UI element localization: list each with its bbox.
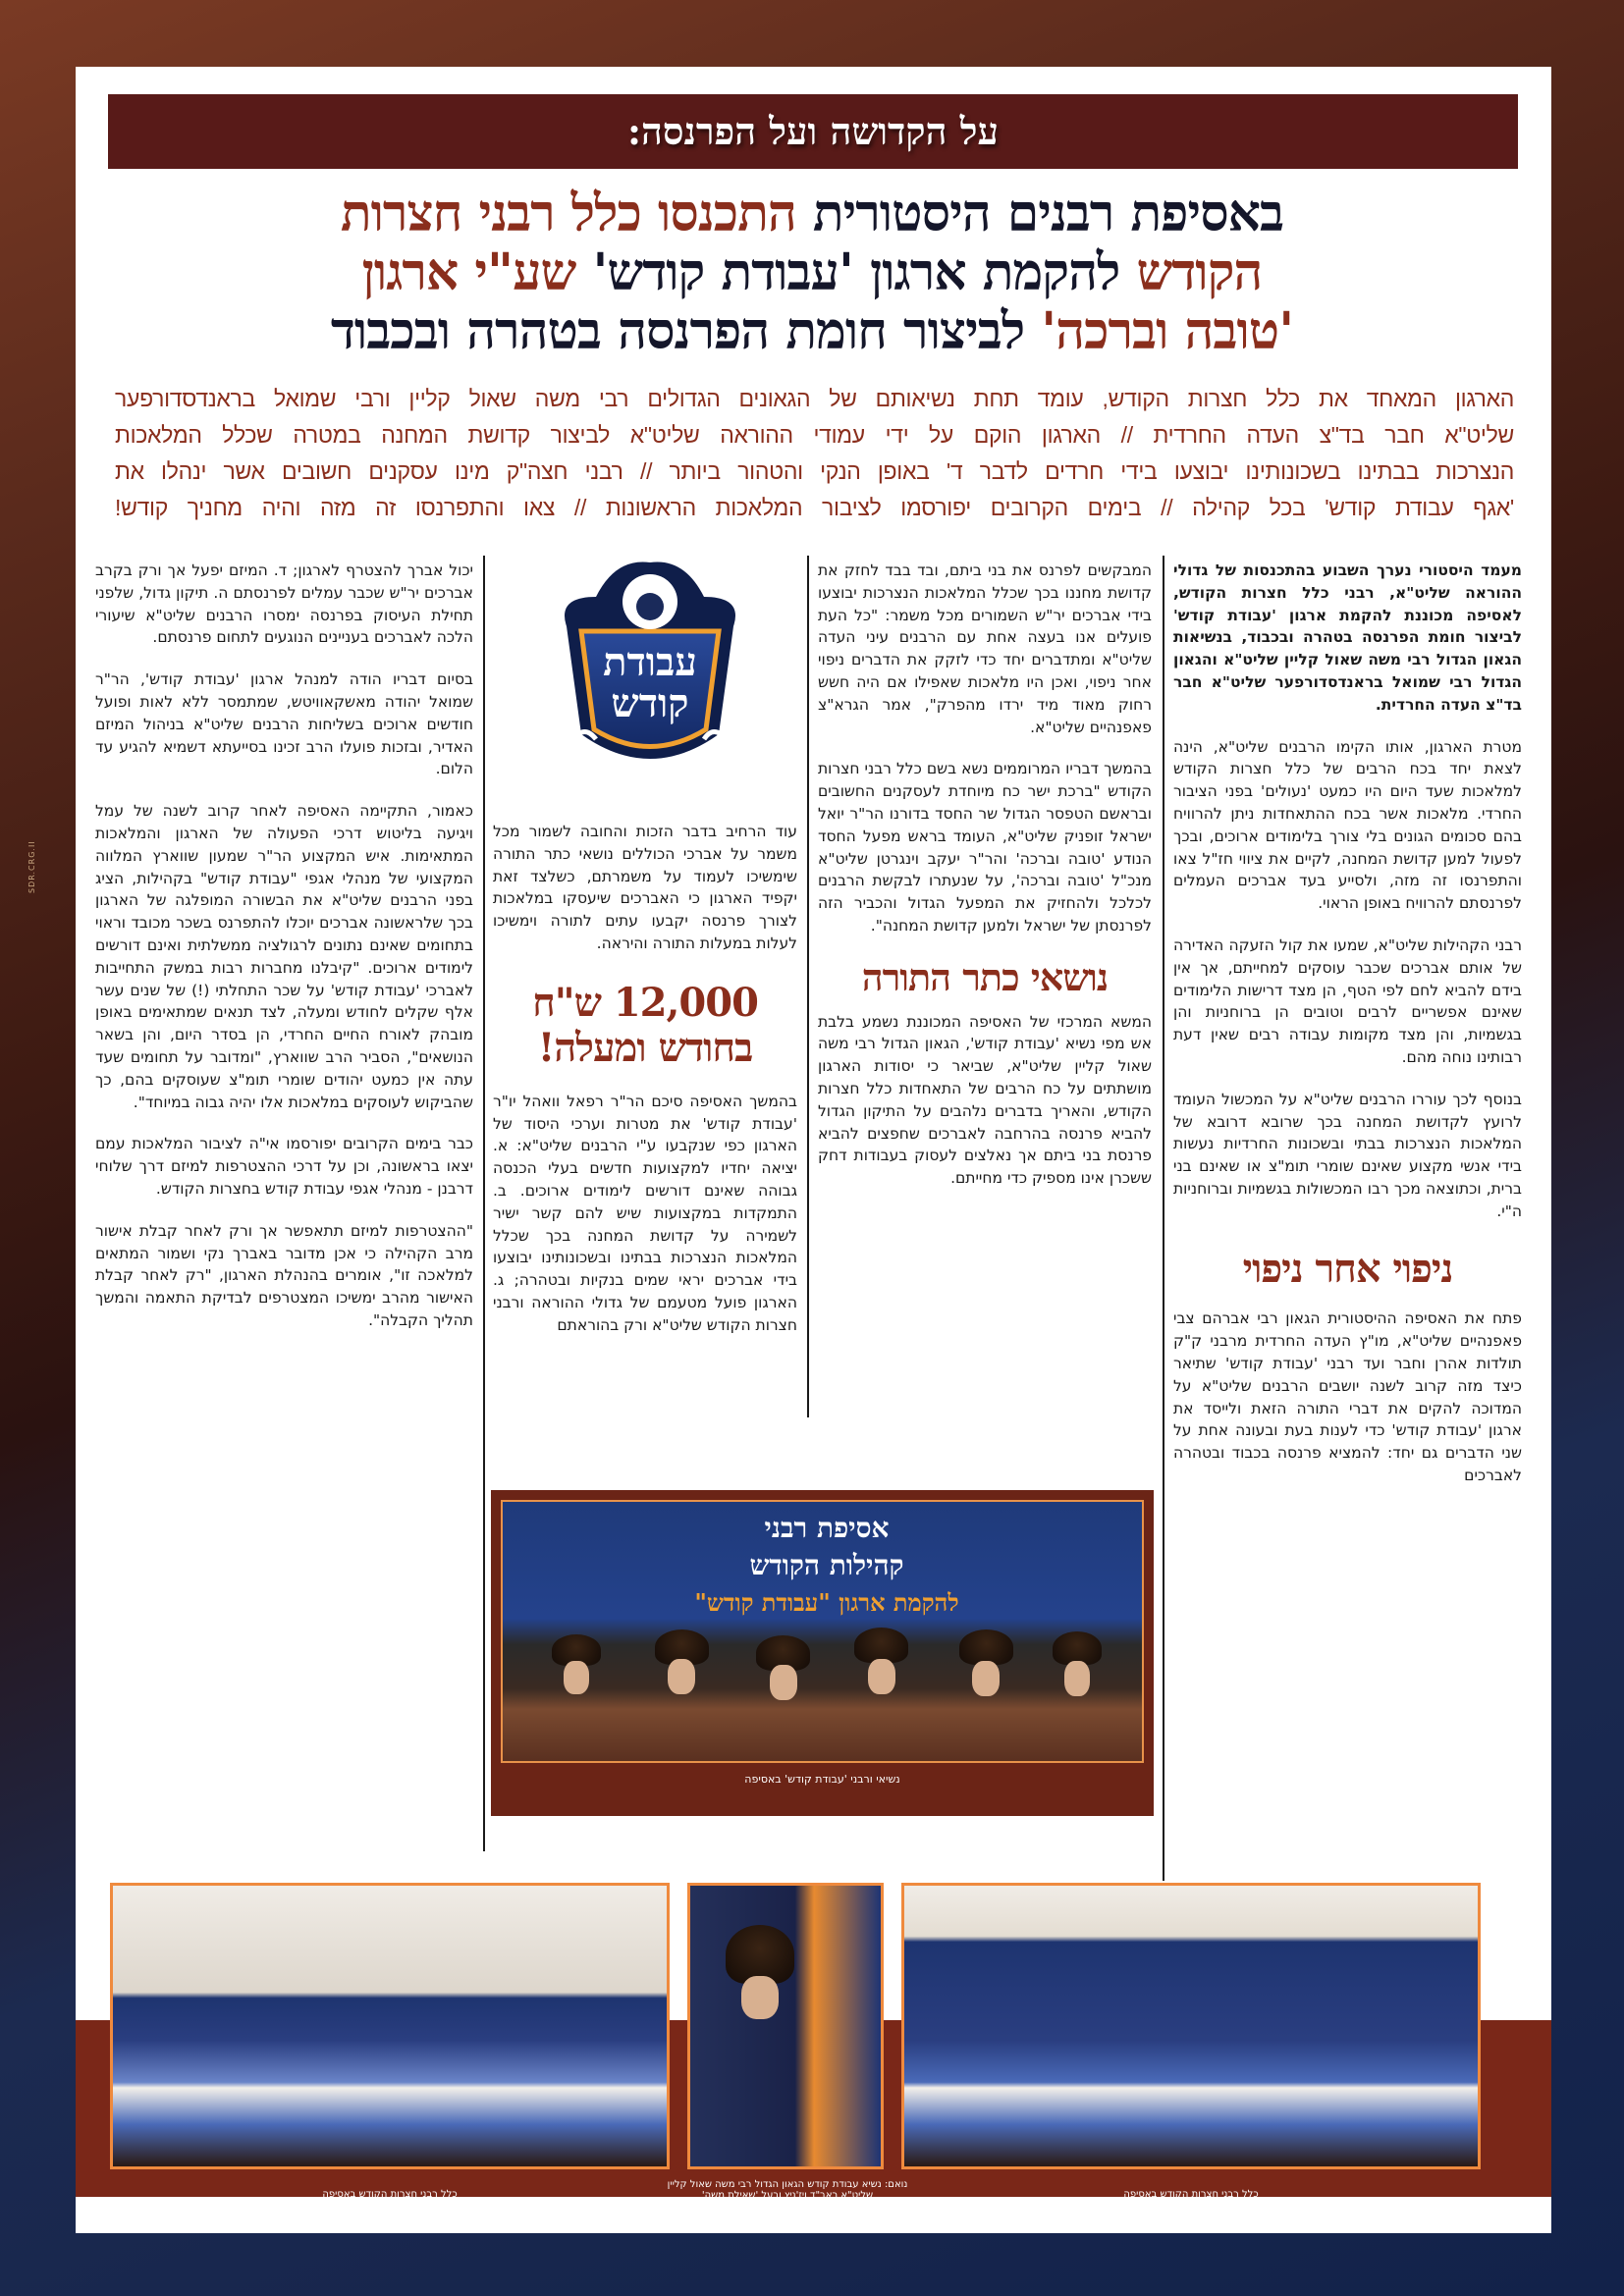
subhead: נושאי כתר התורה (861, 954, 1109, 999)
subdeck-line: שליט"א חבר בד"צ העדה החרדית // הארגון הוקם על ידי עמודי ההוראה שליט"א לביצור קדושת המחנה במטרה שכלל המלאכות (115, 422, 1514, 448)
article-column-2 (818, 560, 1152, 1209)
main-photo-caption: נשיאי ורבני 'עבודת קודש' באסיפה (744, 1773, 900, 1786)
subhead: ניפוי אחר ניפוי (1242, 1245, 1453, 1292)
photo-caption-right: כלל רבני חצרות הקודש באסיפה (1123, 2189, 1259, 2200)
svg-text:עבודת: עבודת (603, 639, 697, 685)
banner-text: אסיפת רבני (764, 1512, 890, 1544)
caption-line: שליט"א ראב"ד ויז'ניץ ובעל 'שאילת משה' (701, 2190, 874, 2201)
body-paragraph: כאמור, התקיימה האסיפה לאחר קרוב לשנה של עמל ויגיעה בליטוש דרכי הפעולה של הארגון והמלאכות המתאימות. איש המקצוע הר"ר שמעון שווארץ המלווה המקצועי של מנהלי אגפי "עבודת קודש" בקהילות, הציג בפני הרבנים שליט"א את הבשורה המופלגה של הארגון בכך שלראשונה אברכים יוכלו להתפרנס בשכר מכובד וראוי בתחומים שאינם נתונים לרגולציה ממשלתית ואינם דורשים לימודים ארוכים. "קיבלנו מחברות רבות במשק התחייבות לאברכי 'עבודת קודש' על שכר התחלתי (!) של שנים עשר אלף שקלים לחודש ומעלה, לצד תנאים שמתאימים באופן מובהק לאורח החיים החרדי, הן בסדר היום, והן בשאר הנושאים", הסביר הרב שווארץ, "ומדובר על תחומים שעד עתה אין כמעט יהודים שומרי תומ"צ שעוסקים בהם, כך שהביקוש לעוסקים במלאכות אלו יהיה גבוה במיוחד". (95, 802, 473, 1111)
body-paragraph: פתח את האסיפה ההיסטורית הגאון רבי אברהם צבי פאפנהיים שליט"א, מו"ץ העדה החרדית מרבני ק"ק תולדות אהרן וחבר ועד רבני 'עבודת קודש' שתיאר כיצד מזה קרוב לשנה יושבים הרבנים שליט"א על המדוכה להקים את דברי התורה הזאת ולייסד את ארגון 'עבודת קודש' כדי לענות בעת ובעונה אחת על שני הדברים גם יחד: להמציא פרנסה בכבוד ובטהרה לאברכים (1173, 1309, 1522, 1484)
dais-photo (501, 1500, 1144, 1763)
rabbi-figure (959, 1629, 1013, 1665)
subdeck-line: הארגון המאחד את כלל חצרות הקודש, עומד תחת נשיאותם של הגאונים הגדולים רבי משה שאול קליין ורבי שמואל בראנדסדורפער (115, 386, 1514, 411)
subhead-line: בחודש ומעלה! (537, 1024, 753, 1071)
main-photo-frame (491, 1490, 1154, 1816)
hall-photo-right (901, 1883, 1481, 2169)
headline-fragment-accent: התכנסו כלל רבני חצרות (340, 184, 796, 243)
column-rule (1163, 556, 1164, 1881)
headline-fragment-accent: 'טובה וברכה' (1024, 301, 1294, 361)
rabbi-face (972, 1661, 1000, 1696)
subdeck-line: הנצרכות בבתינו בשכונותינו יבוצעו בידי חרדים לדבר ד' באופן הנקי והטהור ביותר // רבני חצה"ק מינו עסקנים חשובים אשר ינהלו את (115, 458, 1514, 484)
article-column-1 (1173, 560, 1522, 1507)
rabbi-figure (854, 1628, 908, 1663)
photo-caption-center (665, 2179, 910, 2201)
speaker-face (741, 1976, 779, 2019)
body-paragraph: כבר בימים הקרובים יפורסמו אי"ה לציבור המלאכות עמם יצאו בראשונה, וכן על דרכי ההצטרפות למיזם דרך שלוחי דרבנן - מנהלי אגפי עבודת קודש בחצרות הקודש. (95, 1135, 473, 1198)
column-rule (483, 556, 485, 1851)
headline-fragment: באסיפת רבנים היסטורית (795, 184, 1284, 243)
photo-credit: SDR.CRG.II (27, 840, 36, 893)
speaker-hat (726, 1925, 794, 1984)
body-paragraph: בהמשך דבריו המרוממים נשא בשם כלל רבני חצרות הקודש "ברכת ישר כח מיוחדת לעסקנים החשובים ובראשם הטפסר הגדול שר החסד בדורנו הר"ר יואל ישראל זופניק שליט"א, העומד בראש מפעל החסד הנודע 'טובה וברכה' והר"ר יעקב וינגרטן שליט"א מנכ"ל 'טובה וברכה', על שנעתרו לבקשת הרבנים לכלכל ולהחזיק את המפעל הגדול והכביר הזה לפרנסתן של ישראל ולמען קדושת המחנה". (818, 760, 1152, 934)
svg-text:קודש: קודש (611, 680, 689, 726)
headline-fragment: להקמת ארגון 'עבודת קודש' (575, 242, 1120, 302)
headline-line-1 (115, 185, 1509, 243)
body-paragraph: "ההצטרפות למיזם תתאפשר אך ורק לאחר קבלת אישור מרב הקהילה כי אכן מדובר באברך נקי ושמור המתאים למלאכה זו", אומרים בהנהלת הארגון, "רק לאחר קבלת האישור מהרב ימשיכו המצטרפים לבדיקת התאמה והמשך תהליך הקבלה". (95, 1221, 473, 1329)
headline-fragment-accent: שע"י ארגון (361, 242, 576, 302)
rabbi-face (868, 1659, 895, 1694)
avodat-kodesh-logo (537, 558, 763, 783)
body-paragraph: בסיום דבריו הודה למנהל ארגון 'עבודת קודש', הר"ר שמואל יהודה מאשקאוויטש, שמתמסר ללא לאות ופועל חודשים ארוכים בשליחות הרבנים שליט"א בניהול המיזם האדיר, ובזכות פועלו הרב זכינו בסייעתא דשמיא להגיע עד הלום. (95, 670, 473, 778)
speaker-photo (687, 1883, 884, 2169)
photo-caption-left: כלל רבני חצרות הקודש באסיפה (322, 2189, 458, 2200)
article-column-4 (95, 560, 473, 1352)
newspaper-page (76, 67, 1551, 2233)
body-paragraph: מטרת הארגון, אותו הקימו הרבנים שליט"א, הינה לצאת יחד בכח הרבים של כלל חצרות הקודש למלאכות שעד היום היו כמעט 'נעולים' בפני הציבור החרדי. מלאכות אשר בכח ההתאחדות ניתן להרוויח בהם סכומים הגונים בלי צורך בלימודים ארוכים, ובכך לפעול למען קדושת המחנה, לקיים את ציווי חז"ל צאו והתפרנסו זה מזה, ולסייע בעד אברכים העמלים לפרנסתם להרוויח באופן הראוי. (1173, 737, 1522, 913)
rabbi-face (668, 1659, 695, 1694)
column-rule (807, 556, 809, 1417)
subhead-salary (493, 981, 797, 1071)
headline-fragment: לביצור חומת הפרנסה בטהרה ובכבוד (330, 301, 1025, 361)
body-paragraph: המבקשים לפרנס את בני ביתם, ובד בבד לחזק את קדושת מחננו בכך שכלל המלאכות הנצרכות יבוצעו בידי אברכים יר"ש השמורים מכל משמר: "כל העת פועלים אנו בעצה אחת עם הרבנים עיני העדה שליט"א ומתדברים יחד כדי לזקק את הדברים ניפוי אחר ניפוי, ואכן היו מלאכות שאפילו אם היה חשש רחוק מאוד מיד ירדו מהפרק", אמר הגרא"צ פאפנהיים שליט"א. (818, 561, 1152, 736)
banner-text: להקמת ארגון "עבודת קודש" (694, 1588, 959, 1617)
body-paragraph: עוד הרחיב בדבר הזכות והחובה לשמור מכל משמר על אברכי הכוללים נושאי כתר התורה שימשיכו לעמוד על משמרתם, כשלצד זאת יקפיד הארגון כי האברכים שיעסקו במלאכות לצורך פרנסה יקבעו עתים לתורה וימשיכו לעלות במעלות התורה והיראה. (493, 823, 797, 952)
body-paragraph: יכול אברך להצטרף לארגון; ד. המיזם יפעל אך ורק בקרב אברכים יר"ש שכבר עמלים לפרנסתם ה. תיקון גדול, שלפני תחילת העיסוק בפרנסה ימסרו הרבנים שליט"א שיעורי הלכה לאברכים בעניינים הנוגעים לתחום פרנסתם. (95, 561, 473, 647)
headline-line-2 (115, 243, 1509, 302)
subdeck-line: 'אגף עבודת קודש' בכל קהילה // בימים הקרובים יפורסמו לציבור המלאכות הראשונות // צאו והתפרנסו זה מזה והיה מחניך קודש! (115, 495, 1514, 520)
subdeck (115, 381, 1514, 526)
body-paragraph: המשא המרכזי של האסיפה המכוננת נשמע בלבת אש מפי נשיא 'עבודת קודש', הגאון הגדול רבי משה שאול קליין שליט"א, שביאר כי יסודות הארגון מושתתים על כח הרבים של התאחדות כלל חצרות הקודש, והאריך בדברים נלהבים על התיקון הגדול להביא פרנסה בהרחבה לאברכים שחפצים להביא פרנסת בני ביתם אך נאלצים לעסוק בעבודות דחק ששכרן אינו מספיק כדי מחייתם. (818, 1012, 1152, 1188)
caption-line: נואם: נשיא עבודת קודש הגאון הגדול רבי משה שאול קליין (667, 2179, 908, 2190)
rabbi-figure (1053, 1631, 1102, 1665)
rabbi-face (770, 1665, 797, 1700)
article-column-3 (493, 821, 797, 1357)
lead-paragraph: מעמד היסטורי נערך השבוע בהתכנסות של גדולי ההוראה שליט"א, רבני כלל חצרות הקודש, לאסיפה מכוננת להקמת ארגון 'עבודת קודש' לביצור חומת הפרנסה בטהרה ובכבוד, בנשיאות הגאון הגדול רבי משה שאול קליין שליט"א והגאון הגדול רבי שמואל בראנדסדורפער שליט"א חבר בד"צ העדה החרדית. (1173, 561, 1522, 714)
banner-text: קהילות הקודש (749, 1549, 904, 1581)
kicker-banner (108, 94, 1518, 169)
subhead-line: 12,000 ש"ח (532, 979, 758, 1026)
rabbi-face (564, 1661, 589, 1694)
body-paragraph: בנוסף לכך עוררו הרבנים שליט"א על המכשול העומד לרועץ לקדושת המחנה בכך שרובא דרובא של המלאכות הנצרכות בבתי ובשכונות החרדיות נעשות בידי אנשי מקצוע שאינם שומרי תומ"צ או שאינם בני ברית, וכתוצאה מכך רבו המכשולות בגשמיות וברוחניות ה"י. (1173, 1090, 1522, 1220)
headline (115, 185, 1509, 361)
hall-photo-left (110, 1883, 670, 2169)
body-paragraph: בהמשך האסיפה סיכם הר"ר רפאל וואהל יו"ר 'עבודת קודש' את מטרות וערכי היסוד של הארגון כפי שנקבעו ע"י הרבנים שליט"א: א. יציאה יחדיו למקצועות חדשים בעלי הכנסה גבוהה שאינם דורשים לימודים ארוכים. ב. התמקדות במקצועות שיש להם קשר ישיר לשמירה על קדושת המחנה בכך שכלל המלאכות הנצרכות בבתינו ובשכונותינו יבוצעו בידי אברכים יראי שמים בנקיות ובטהרה; ג. הארגון פועל מטעמם של גדולי ההוראה ורבני חצרות הקודש שליט"א ורק בהוראתם (493, 1092, 797, 1334)
body-paragraph: רבני הקהילות שליט"א, שמעו את קול הזעקה האדירה של אותם אברכים שכבר עוסקים למחייתם, אך אין בידם להביא לחם לפי הטף, הן מצד דרישות הלימודים שאינם אפשריים לרבים וטובים הן ברוחניות והן בגשמיות, והן מצד מקומות עבודה רבים שאין דעת רבותינו נוחה מהם. (1173, 935, 1522, 1066)
kicker-text: על הקדושה ועל הפרנסה: (627, 109, 999, 153)
headline-line-3 (115, 302, 1509, 361)
rabbi-face (1064, 1661, 1090, 1696)
headline-fragment-accent: הקודש (1119, 242, 1263, 302)
